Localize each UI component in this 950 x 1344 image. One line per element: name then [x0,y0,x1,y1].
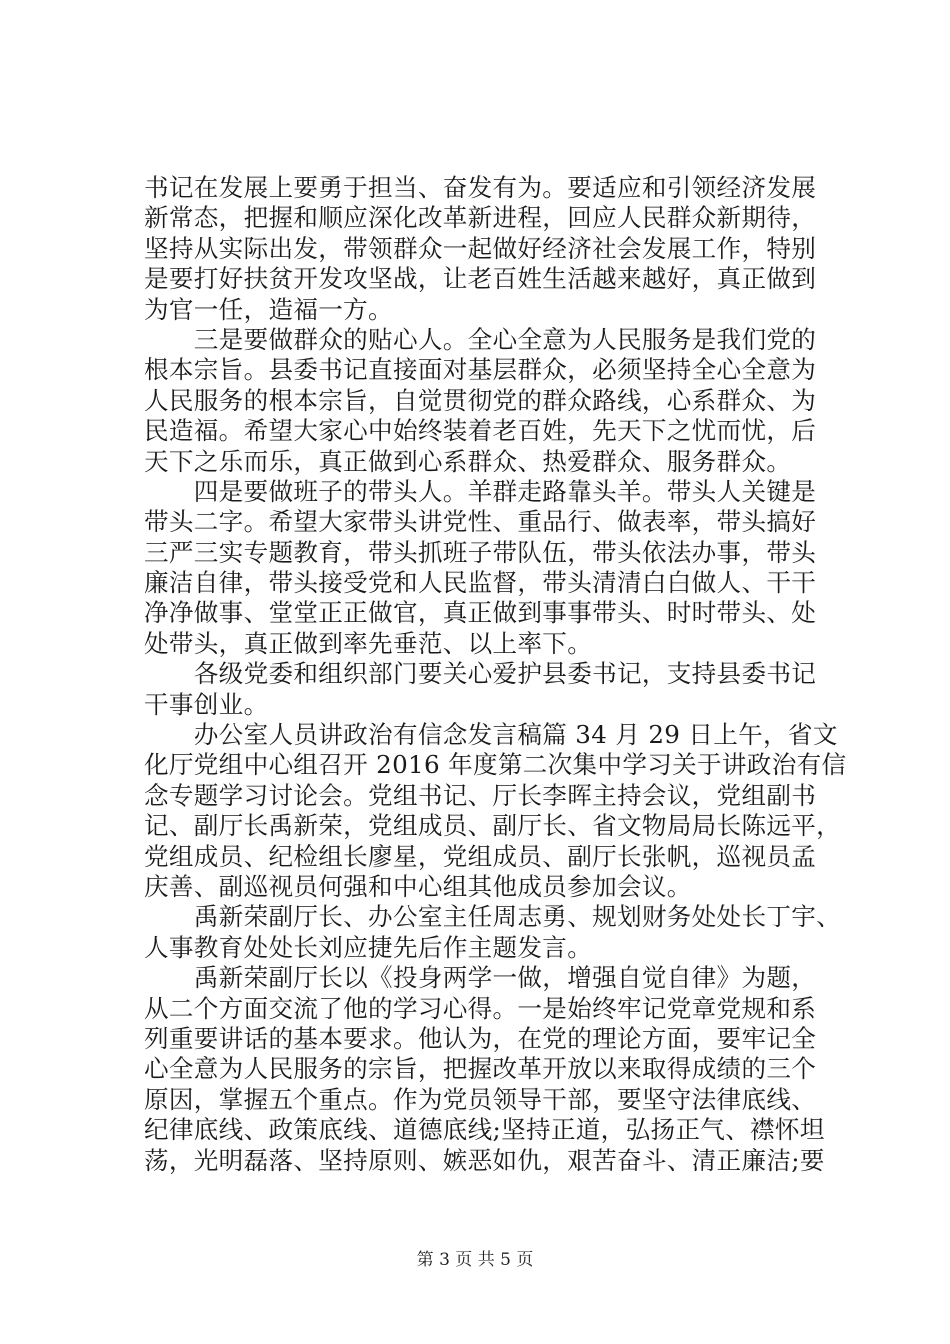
text-line: 带头二字。希望大家带头讲党性、重品行、做表率，带头搞好 [144,507,817,537]
page-footer: 第 3 页 共 5 页 [416,1250,534,1270]
text-line: 列重要讲话的基本要求。他认为，在党的理论方面，要牢记全 [144,1023,817,1053]
text-line: 干事创业。 [144,689,269,719]
text-line: 念专题学习讨论会。党组书记、厅长李晖主持会议，党组副书 [144,780,817,810]
text-line: 三严三实专题教育，带头抓班子带队伍，带头依法办事，带头 [144,537,817,567]
text-line: 书记在发展上要勇于担当、奋发有为。要适应和引领经济发展 [144,173,817,202]
text-line: 各级党委和组织部门要关心爱护县委书记，支持县委书记 [144,659,817,689]
text-line: 坚持从实际出发，带领群众一起做好经济社会发展工作，特别 [144,233,817,263]
text-line: 新常态，把握和顺应深化改革新进程，回应人民群众新期待， [144,203,817,233]
body-text [144,173,847,1176]
text-line: 为官一任，造福一方。 [144,294,393,324]
text-line: 民造福。希望大家心中始终装着老百姓，先天下之忧而忧，后 [144,416,817,446]
text-line: 心全意为人民服务的宗旨，把握改革开放以来取得成绩的三个 [144,1054,817,1084]
text-line: 化厅党组中心组召开 2016 年度第二次集中学习关于讲政治有信 [144,750,847,780]
text-line: 根本宗旨。县委书记直接面对基层群众，必须坚持全心全意为 [144,355,817,385]
text-line: 四是要做班子的带头人。羊群走路靠头羊。带头人关键是 [144,476,817,506]
text-line: 是要打好扶贫开发攻坚战，让老百姓生活越来越好，真正做到 [144,264,817,294]
text-line: 禹新荣副厅长、办公室主任周志勇、规划财务处处长丁宇、 [144,902,842,932]
text-line: 记、副厅长禹新荣，党组成员、副厅长、省文物局局长陈远平， [144,811,842,841]
text-line: 纪律底线、政策底线、道德底线;坚持正道，弘扬正气、襟怀坦 [144,1115,825,1145]
text-line: 党组成员、纪检组长廖星，党组成员、副厅长张帆，巡视员孟 [144,841,817,871]
text-line: 禹新荣副厅长以《投身两学一做，增强自觉自律》为题， [144,963,817,993]
text-line: 庆善、副巡视员何强和中心组其他成员参加会议。 [144,871,692,901]
text-line: 人事教育处处长刘应捷先后作主题发言。 [144,932,593,962]
text-line: 净净做事、堂堂正正做官，真正做到事事带头、时时带头、处 [144,598,817,628]
text-line: 从二个方面交流了他的学习心得。一是始终牢记党章党规和系 [144,993,817,1023]
text-line: 人民服务的根本宗旨，自觉贯彻党的群众路线，心系群众、为 [144,385,817,415]
text-line: 三是要做群众的贴心人。全心全意为人民服务是我们党的 [144,324,817,354]
text-line: 办公室人员讲政治有信念发言稿篇 34 月 29 日上午，省文 [144,720,838,750]
text-line: 天下之乐而乐，真正做到心系群众、热爱群众、服务群众。 [144,446,792,476]
text-line: 荡，光明磊落、坚持原则、嫉恶如仇，艰苦奋斗、清正廉洁;要 [144,1145,825,1175]
text-line: 原因，掌握五个重点。作为党员领导干部，要坚守法律底线、 [144,1084,817,1114]
text-line: 廉洁自律，带头接受党和人民监督，带头清清白白做人、干干 [144,568,817,598]
text-line: 处带头，真正做到率先垂范、以上率下。 [144,628,593,658]
